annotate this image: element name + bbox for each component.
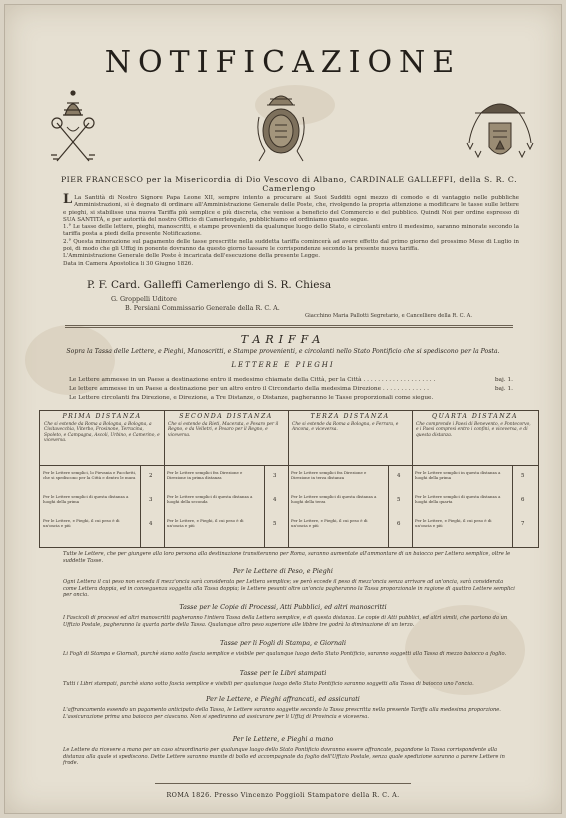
tariff-row: Per le Lettere semplici di questa distanza a luoghi della terza	[291, 494, 377, 504]
papal-keys-emblem	[43, 87, 103, 167]
column-description: Che si estende da Rieti, Macerata, e Pesaro per il Regno, e da Velletri, e Pesaro per il Regno, e viceversa.	[168, 422, 279, 438]
tariff-row: Per le Lettere semplici di questa distanza a luoghi della prima	[43, 494, 129, 504]
tariff-line	[69, 377, 513, 383]
tariff-value: 4	[149, 521, 153, 527]
tariff-value: 5	[273, 521, 277, 527]
coat-of-arms-emblem	[251, 87, 311, 165]
tariff-line-value: baj. 1.	[494, 377, 513, 383]
cardinal-hat-emblem	[461, 97, 539, 175]
tariff-row: Per le Lettere semplici fra Direzione e Direzione in prima distanza	[167, 470, 243, 480]
section-text: Li Fogli di Stampa e Giornali, purchè siano sotto fascia semplice e visibile per qualunque luogo dello Stato Pontificio, saranno soggetti alla Tassa di mezzo baiocco a foglio.	[63, 651, 507, 657]
tariff-value: 4	[397, 473, 401, 479]
tariff-value: 7	[521, 521, 525, 527]
column-description: Che si estende da Roma a Bologna, a Bologna, a Civitavecchia, Viterbo, Frosinone, Terracina, Spoleto, e Campagna, Ascoli, Urbino, e Camerino, e viceversa.	[44, 422, 160, 443]
body-paragraph: La Santità di Nostro Signore Papa Leone XII, sempre intento a procurare ai Suoi Sudditi ogni mezzo di comodo e di vantaggio nelle pubbliche Amministrazioni, si è degnato di ordinare all'Amministrazione Generale delle Poste, che, rivolgendo la propria attenzione a modificare le tasse sulle lettere e pieghi, si stabilisse una nuova Tariffa più semplice e più discreta, che venisse a beneficio del Commercio e del pubblico. Quindi Noi per ordine espresso di SUA SANTITÀ, e per autorità del nostro Officio di Camerlengato, pubblichiamo ed ordiniamo quanto segue.	[63, 195, 519, 223]
divider	[155, 783, 411, 784]
tariff-value: 3	[273, 473, 277, 479]
tariff-row: Per le Lettere semplici, lo Pievania e Pacchetti, che si spediscono per la Città e dentro le mura	[43, 470, 137, 480]
tariff-value: 6	[397, 521, 401, 527]
signature-sub: Giacchino Maria Pallotti Segretario, e Cancelliere della R. C. A.	[305, 313, 473, 319]
tariffa-title: TARIFFA	[240, 333, 326, 346]
price-column-rule	[140, 465, 141, 547]
column-rule	[40, 465, 164, 466]
distance-column	[412, 411, 538, 547]
column-rule	[164, 465, 288, 466]
page-title: NOTIFICAZIONE	[104, 45, 462, 80]
tariff-row: Per le Lettere, e Pieghi, il cui peso è di un'oncia e più	[415, 518, 492, 528]
signature-line: P. F. Card. Galleffi Camerlengo di S. R. Chiesa	[87, 279, 332, 291]
tariff-line-text: Le lettere ammesse in un Paese a destinazione per un altro entro il Circondario della medesima Direzione . . . . . . . . . . . . .	[69, 386, 429, 392]
column-description: Che comprende i Paesi di Benevento, e Pontecorvo, e i Paesi compresi entro i confini, e viceversa, e di questa distanza.	[416, 422, 531, 438]
tariffa-subtitle: Sopra la Tassa delle Lettere, e Pieghi, Manoscritti, e Stampe provenienti, e circolanti nello Stato Pontificio che si spediscono per la Posta.	[66, 348, 500, 355]
column-rule	[288, 465, 412, 466]
column-heading: QUARTA DISTANZA	[432, 413, 518, 420]
distance-column	[40, 411, 165, 547]
tariff-table	[39, 410, 539, 548]
printer-footer: ROMA 1826. Presso Vincenzo Poggioli Stampatore della R. C. A.	[166, 791, 400, 799]
tariff-value: 4	[273, 497, 277, 503]
section-heading: Tasse per le Copie di Processi, Atti Pubblici, ed altri manoscritti	[179, 603, 387, 611]
column-heading: SECONDA DISTANZA	[179, 413, 273, 420]
lettere-heading: LETTERE E PIEGHI	[231, 361, 335, 369]
tariff-value: 6	[521, 497, 525, 503]
section-heading: Per le Lettere, e Pieghi a mano	[232, 735, 334, 743]
distance-column	[164, 411, 289, 547]
tariff-line-value: baj. 1.	[494, 386, 513, 392]
tariff-value: 5	[521, 473, 525, 479]
price-column-rule	[512, 465, 513, 547]
document-sheet	[4, 4, 562, 814]
column-heading: PRIMA DISTANZA	[62, 413, 142, 420]
tariff-line	[69, 386, 513, 392]
price-column-rule	[264, 465, 265, 547]
section-heading: Per le Lettere, e Pieghi affrancati, ed assicurati	[206, 695, 360, 703]
section-heading: Per le Lettere di Peso, e Pieghi	[233, 567, 333, 575]
tariff-row: Per le Lettere semplici fra Direzione e Direzione in terza distanza	[291, 470, 367, 480]
section-heading: Tasse per li Fogli di Stampa, e Giornali	[220, 639, 346, 647]
tariff-row: Per le Lettere semplici di questa distanza a luoghi della quarta	[415, 494, 501, 504]
date-line: Data in Camera Apostolica li 30 Giugno 1826.	[63, 260, 194, 267]
drop-cap: L	[63, 192, 73, 207]
tariff-value: 5	[397, 497, 401, 503]
decree-body	[63, 192, 519, 268]
note-paragraph: Tutte le Lettere, che per giungere alla loro persona alla destinazione transiteranno per Roma, saranno aumentate all'ammontare di un baiocco per Lettera semplice, oltre le suddette Tasse.	[63, 551, 511, 564]
body-paragraph: 2.° Questa minorazione sul pagamento delle tasse prescritte nella suddetta tariffa comincerà ad avere effetto dal primo giorno del prossimo Mese di Luglio in poi, di modo che gli Uffizj in ponente dovranno da questo giorno tassare le corrispondenze secondo la presente nuova tariffa.	[63, 238, 519, 253]
section-text: L'affrancamento essendo un pagamento anticipato della Tassa, le Lettere saranno soggette secondo la Tassa prescritta nella presente Tariffa alla medesima proporzione. L'assicurazione prima una baiocco per ciascuno. Non si spediranno ad assicurare per li Uffizj di Provincia e viceversa.	[63, 707, 501, 720]
signature-sub: G. Groppelli Uditore	[111, 295, 177, 303]
tariff-line	[69, 395, 513, 401]
column-description: Che si estende da Roma a Bologna, e Ferrara, e Ancona, e viceversa.	[292, 422, 399, 433]
tariff-line-text: Le Lettere circolanti fra Direzione, e Direzione, a Tre Distanze, o Distanze, pagheranno le Tasse proporzionali come siegue.	[69, 395, 434, 401]
column-rule	[412, 465, 538, 466]
distance-column	[288, 411, 413, 547]
section-text: Tutti i Libri stampati, purchè siano sotto fascia semplice e visibili per qualunque luogo dello Stato Pontificio saranno soggetti alla Tassa di baiocco uno l'oncia.	[63, 681, 474, 687]
body-paragraph: L'Amministrazione Generale delle Poste è incaricata dell'esecuzione della presente Legge.	[63, 253, 321, 260]
column-heading: TERZA DISTANZA	[310, 413, 390, 420]
section-heading: Tasse per le Libri stampati	[239, 669, 327, 677]
tariff-value: 3	[149, 497, 153, 503]
tariff-line-text: Le Lettere ammesse in un Paese a destinazione entro il medesimo chiamate della Città, per la Città . . . . . . . . . . . . . . . . . . . .	[69, 377, 436, 383]
signature-sub: B. Persiani Commissario Generale della R. C. A.	[125, 304, 280, 312]
section-text: I Fascicoli di processi ed altri manoscritti pagheranno l'intiera Tassa della Lettera semplice, e di questa distanza. Le copie di Atti pubblici, ed altri simili, che partono da un Uffizio Postale, pagheranno la quarta parte della Tassa. Qualunque altro peso superiore alle libbre tre godrà la diminuzione di un terzo.	[63, 615, 508, 628]
tariff-row: Per le Lettere semplici in questa distanza a luoghi della prima	[415, 470, 501, 480]
tariff-row: Per le Lettere, e Pieghi, il cui peso è di un'oncia e più	[291, 518, 368, 528]
tariff-row: Per le Lettere, e Pieghi, il cui peso è di un'oncia e più	[167, 518, 244, 528]
price-column-rule	[388, 465, 389, 547]
tariff-row: Per le Lettere semplici di questa distanza a luoghi della seconda	[167, 494, 253, 504]
preamble-line: PIER FRANCESCO per la Misericordia di Dio Vescovo di Albano, CARDINALE GALLEFFI, della S. R. C. Camerlengo	[60, 175, 518, 193]
section-text: Le Lettere da ricevere a mano per un caso straordinario per qualunque luogo dello Stato Pontificio dovranno essere affrancate, pagandone la Tassa corrispondente alla distanza alla quale si spediscono. Dette Lettere saranno munite di bollo ed accompagnate da foglio dell'Uffizio Postale, senza quale spedizione saranno a parere Lettere in frode.	[63, 747, 505, 767]
tariff-row: Per le Lettere, e Pieghi, il cui peso è di un'oncia e più	[43, 518, 120, 528]
tariff-value: 2	[149, 473, 153, 479]
section-text: Ogni Lettera il cui peso non ecceda il mezz'oncia sarà considerata per Lettera semplice; se però eccede il peso di mezz'oncia senza arrivare ad un'oncia, sarà considerata come Lettera doppia, ed in conseguenza soggetta alla Tassa doppia; le Lettere pesanti oltre un'oncia pagheranno la Tassa proporzionale in ragione di quattro Lettere semplici per oncia.	[63, 579, 515, 599]
body-paragraph: 1.° Le tasse delle lettere, pieghi, manoscritti, e stampe provenienti da qualunque luogo dello Stato, e circolanti entro il medesimo, saranno minorate secondo la tariffa posta a piedi della presente Notificazione.	[63, 224, 519, 238]
divider	[65, 325, 513, 328]
